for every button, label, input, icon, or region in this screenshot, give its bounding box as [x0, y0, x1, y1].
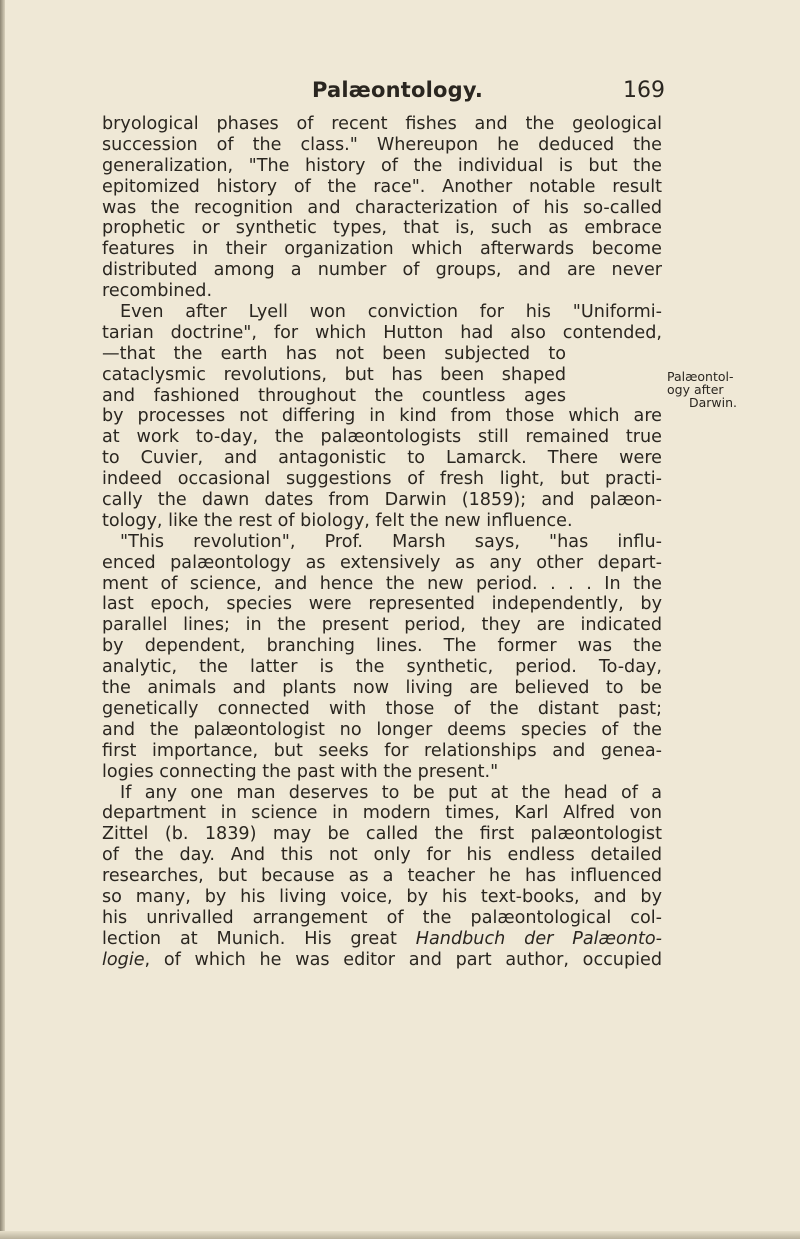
text-line: features in their organization which afterwards become — [102, 239, 662, 260]
text-line: "This revolution", Prof. Marsh says, "has influ- — [120, 531, 662, 552]
body-text — [102, 114, 662, 971]
text-line: Even after Lyell won conviction for his "Uniformi- — [120, 302, 662, 323]
text-line: tology, like the rest of biology, felt the new influence. — [102, 510, 573, 531]
text-line: ment of science, and hence the new period. . . . In the — [102, 573, 662, 594]
text-line: logies connecting the past with the present." — [102, 761, 499, 782]
text-line: parallel lines; in the present period, they are indicated — [102, 615, 662, 636]
text-line: genetically connected with those of the distant past; — [102, 698, 662, 719]
text-line: at work to-day, the palæontologists still remained true — [102, 427, 662, 448]
text-line: indeed occasional suggestions of fresh light, but practi- — [102, 469, 662, 490]
text-line: distributed among a number of groups, and are never — [102, 260, 662, 281]
margin-note-line: ogy after — [667, 382, 724, 397]
margin-note-line: Darwin. — [689, 395, 738, 410]
text-line: first importance, but seeks for relationships and genea- — [102, 740, 662, 761]
text-line: by processes not differing in kind from those which are — [102, 406, 662, 427]
text-line: last epoch, species were represented independently, by — [102, 594, 662, 615]
text-line: If any one man deserves to be put at the head of a — [120, 782, 662, 803]
text-line: cally the dawn dates from Darwin (1859); and palæon- — [102, 490, 662, 511]
text-line: of the day. And this not only for his endless detailed — [102, 845, 662, 866]
text-line: recombined. — [102, 281, 213, 302]
text-line: prophetic or synthetic types, that is, such as embrace — [102, 218, 662, 239]
text-line: analytic, the latter is the synthetic, period. To-day, — [102, 657, 662, 678]
text-line: his unrivalled arrangement of the palæontological col- — [102, 907, 662, 928]
text-line: Zittel (b. 1839) may be called the first palæontologist — [102, 824, 662, 845]
page-edge-shadow — [0, 0, 5, 1239]
text-fragment: lection at Munich. His great — [102, 928, 416, 949]
text-line: by dependent, branching lines. The former was the — [102, 636, 662, 657]
text-line: the animals and plants now living are believed to be — [102, 678, 662, 699]
page-bottom-edge — [0, 1231, 800, 1239]
margin-note-line: Palæontol- — [667, 369, 734, 384]
text-line: was the recognition and characterization of his so-called — [102, 197, 662, 218]
page-header — [0, 78, 800, 112]
text-line: so many, by his living voice, by his text-books, and by — [102, 886, 662, 907]
text-line: to Cuvier, and antagonistic to Lamarck. There were — [102, 448, 662, 469]
text-line: and fashioned throughout the countless ages — [102, 385, 566, 406]
page-number: 169 — [623, 78, 665, 103]
text-line-with-title — [102, 929, 662, 950]
text-line: bryological phases of recent fishes and the geological — [102, 114, 662, 134]
text-line: researches, but because as a teacher he has influenced — [102, 866, 662, 887]
text-line: epitomized history of the race". Another notable result — [102, 176, 662, 197]
text-line: tarian doctrine", for which Hutton had also contended, — [102, 322, 662, 343]
text-line: logie, of which he was editor and part author, occupied — [102, 949, 662, 970]
text-line: generalization, "The history of the individual is but the — [102, 155, 662, 176]
text-line: —that the earth has not been subjected to — [102, 343, 566, 364]
margin-note — [667, 370, 743, 409]
text-line: succession of the class." Whereupon he deduced the — [102, 134, 662, 155]
text-line: and the palæontologist no longer deems species of the — [102, 719, 662, 740]
book-title-italic: logie — [102, 949, 145, 970]
text-line: enced palæontology as extensively as any other depart- — [102, 552, 662, 573]
running-title: Palæontology. — [312, 78, 484, 102]
text-line: department in science in modern times, Karl Alfred von — [102, 803, 662, 824]
book-title-italic: Handbuch der Palæonto- — [415, 928, 662, 949]
text-line: cataclysmic revolutions, but has been shaped — [102, 364, 566, 385]
